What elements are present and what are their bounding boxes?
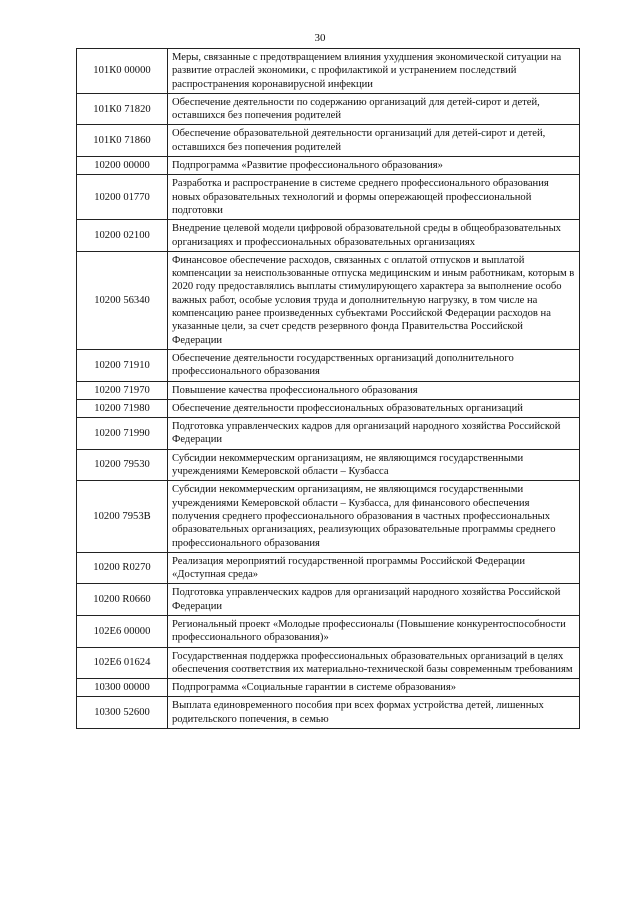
description-cell: Реализация мероприятий государственной программы Российской Федерации «Доступная среда»	[168, 552, 580, 584]
table-row	[77, 584, 580, 616]
table-row	[77, 418, 580, 450]
page-number: 30	[314, 32, 326, 44]
code-cell: 10200 56340	[77, 251, 168, 349]
code-cell: 102Е6 00000	[77, 615, 168, 647]
table-row	[77, 381, 580, 399]
table-row	[77, 93, 580, 125]
code-cell: 10200 71990	[77, 418, 168, 450]
table-row	[77, 175, 580, 220]
code-cell: 10200 00000	[77, 157, 168, 175]
table-row	[77, 220, 580, 252]
description-cell: Подпрограмма «Социальные гарантии в системе образования»	[168, 679, 580, 697]
table-row	[77, 349, 580, 381]
table-row	[77, 449, 580, 481]
description-cell: Обеспечение образовательной деятельности организаций для детей-сирот и детей, оставшихся без попечения родителей	[168, 125, 580, 157]
description-cell: Подпрограмма «Развитие профессионального образования»	[168, 157, 580, 175]
code-cell: 102Е6 01624	[77, 647, 168, 679]
code-cell: 10200 79530	[77, 449, 168, 481]
code-cell: 101К0 71820	[77, 93, 168, 125]
code-cell: 10300 00000	[77, 679, 168, 697]
code-cell: 10200 R0660	[77, 584, 168, 616]
table-row	[77, 399, 580, 417]
table-row	[77, 49, 580, 94]
table-row	[77, 552, 580, 584]
description-cell: Внедрение целевой модели цифровой образовательной среды в общеобразовательных организациях и профессиональных образовательных организациях	[168, 220, 580, 252]
code-cell: 101К0 71860	[77, 125, 168, 157]
description-cell: Подготовка управленческих кадров для организаций народного хозяйства Российской Федерации	[168, 418, 580, 450]
code-cell: 10200 R0270	[77, 552, 168, 584]
description-cell: Обеспечение деятельности профессиональных образовательных организаций	[168, 399, 580, 417]
table-row	[77, 679, 580, 697]
description-cell: Подготовка управленческих кадров для организаций народного хозяйства Российской Федерации	[168, 584, 580, 616]
code-cell: 101К0 00000	[77, 49, 168, 94]
code-cell: 10200 01770	[77, 175, 168, 220]
code-cell: 10200 71910	[77, 349, 168, 381]
description-cell: Субсидии некоммерческим организациям, не являющимся государственными учреждениями Кемеровской области – Кузбасса	[168, 449, 580, 481]
description-cell: Разработка и распространение в системе среднего профессионального образования новых образовательных технологий и формы опережающей профессиональной подготовки	[168, 175, 580, 220]
table-row	[77, 125, 580, 157]
budget-codes-table	[76, 48, 580, 729]
description-cell: Повышение качества профессионального образования	[168, 381, 580, 399]
table-row	[77, 697, 580, 729]
code-cell: 10300 52600	[77, 697, 168, 729]
table-row	[77, 615, 580, 647]
code-cell: 10200 02100	[77, 220, 168, 252]
description-cell: Меры, связанные с предотвращением влияния ухудшения экономической ситуации на развитие отраслей экономики, с профилактикой и устранением последствий распространения коронавирусной инфекции	[168, 49, 580, 94]
table-row	[77, 157, 580, 175]
description-cell: Обеспечение деятельности государственных организаций дополнительного профессионального образования	[168, 349, 580, 381]
description-cell: Финансовое обеспечение расходов, связанных с оплатой отпусков и выплатой компенсации за неиспользованные отпуска медицинским и иным работникам, которым в 2020 году предоставлялись выплаты стимулирующего характера за выполнение особо важных работ, особые условия труда и дополнительную нагрузку, в том числе на компенсацию ранее произведенных субъектами Российской Федерации расходов на указанные цели, за счет средств резервного фонда Правительства Российской Федерации	[168, 251, 580, 349]
table-row	[77, 647, 580, 679]
table-body	[77, 49, 580, 729]
code-cell: 10200 71970	[77, 381, 168, 399]
description-cell: Выплата единовременного пособия при всех формах устройства детей, лишенных родительского попечения, в семью	[168, 697, 580, 729]
description-cell: Обеспечение деятельности по содержанию организаций для детей-сирот и детей, оставшихся без попечения родителей	[168, 93, 580, 125]
description-cell: Региональный проект «Молодые профессионалы (Повышение конкурентоспособности профессионального образования)»	[168, 615, 580, 647]
description-cell: Государственная поддержка профессиональных образовательных организаций в целях обеспечения соответствия их материально-технической базы современным требованиям	[168, 647, 580, 679]
code-cell: 10200 71980	[77, 399, 168, 417]
table-row	[77, 481, 580, 552]
table-row	[77, 251, 580, 349]
code-cell: 10200 7953В	[77, 481, 168, 552]
description-cell: Субсидии некоммерческим организациям, не являющимся государственными учреждениями Кемеровской области – Кузбасса, для финансового обеспечения получения среднего профессионального образования в частных профессиональных образовательных организациях, реализующих образовательные программы среднего профессионального образования	[168, 481, 580, 552]
